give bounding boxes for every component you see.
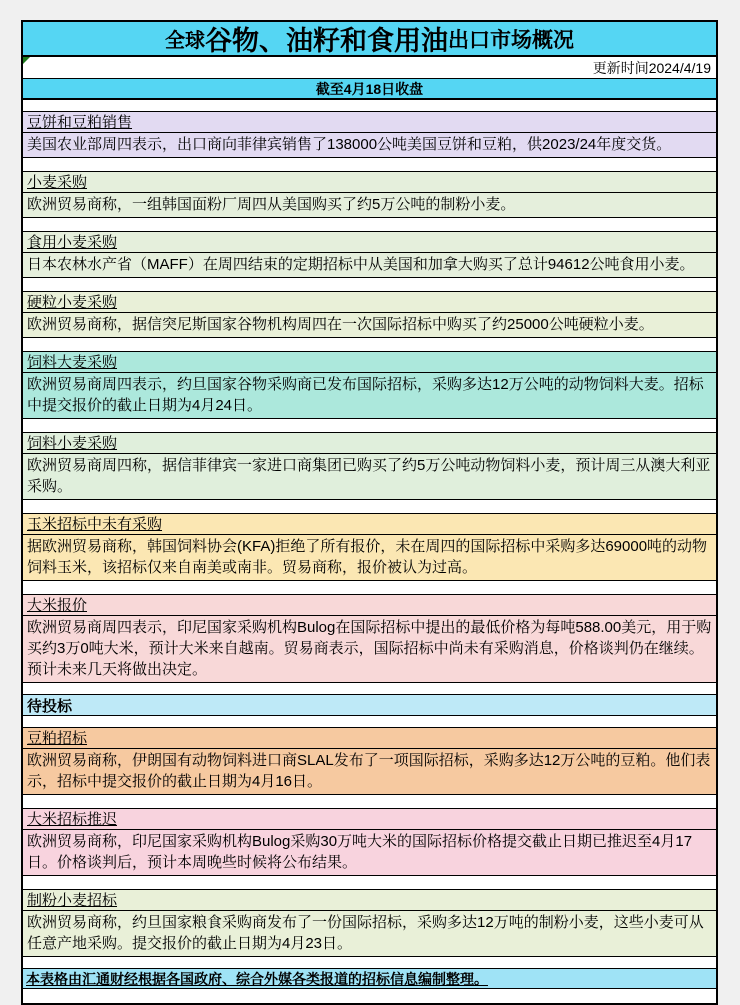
section bbox=[23, 351, 716, 419]
section-title: 豆饼和豆粕销售 bbox=[23, 112, 716, 133]
section-title: 制粉小麦招标 bbox=[23, 890, 716, 911]
section bbox=[23, 594, 716, 683]
section bbox=[23, 231, 716, 278]
spreadsheet-table bbox=[21, 20, 718, 1005]
section bbox=[23, 513, 716, 581]
section bbox=[23, 291, 716, 338]
section-title: 食用小麦采购 bbox=[23, 232, 716, 253]
page-title bbox=[23, 22, 716, 57]
section bbox=[23, 111, 716, 158]
section-body: 日本农林水产省（MAFF）在周四结束的定期招标中从美国和加拿大购买了总计94612公吨食用小麦。 bbox=[27, 256, 695, 273]
as-of-label: 截至4月18日收盘 bbox=[315, 80, 424, 97]
reports-list bbox=[23, 111, 716, 683]
section-body: 欧洲贸易商称，约旦国家粮食采购商发布了一份国际招标，采购多达12万吨的制粉小麦，这些小麦可从任意产地采购。提交报价的截止日期为4月23日。 bbox=[27, 914, 704, 952]
section-body: 欧洲贸易商称，一组韩国面粉厂周四从美国购买了约5万公吨的制粉小麦。 bbox=[27, 196, 516, 213]
section-body: 欧洲贸易商周四表示，约旦国家谷物采购商已发布国际招标，采购多达12万公吨的动物饲料大麦。招标中提交报价的截止日期为4月24日。 bbox=[27, 376, 704, 414]
section-title: 饲料大麦采购 bbox=[23, 352, 716, 373]
page-title-prefix: 全球 bbox=[165, 30, 205, 52]
page-title-suffix: 出口市场概况 bbox=[448, 28, 574, 52]
empty-row bbox=[23, 989, 716, 1003]
section-body: 欧洲贸易商周四称，据信菲律宾一家进口商集团已购买了约5万公吨动物饲料小麦，预计周三从澳大利亚采购。 bbox=[27, 457, 711, 495]
pending-tenders-divider bbox=[23, 694, 716, 716]
section-body: 欧洲贸易商称，据信突尼斯国家谷物机构周四在一次国际招标中购买了约25000公吨硬粒小麦。 bbox=[27, 316, 654, 333]
section bbox=[23, 889, 716, 957]
update-time-row bbox=[23, 57, 716, 79]
section-title: 豆粕招标 bbox=[23, 728, 716, 749]
page-title-main: 谷物、油籽和食用油 bbox=[205, 26, 448, 56]
section-title: 小麦采购 bbox=[23, 172, 716, 193]
section-body: 据欧洲贸易商称，韩国饲料协会(KFA)拒绝了所有报价，未在周四的国际招标中采购多达69000吨的动物饲料玉米，该招标仅来自南美或南非。贸易商称，报价被认为过高。 bbox=[27, 538, 708, 576]
section-body: 欧洲贸易商周四表示，印尼国家采购机构Bulog在国际招标中提出的最低价格为每吨588.00美元，用于购买约3万0吨大米，预计大米来自越南。贸易商表示，国际招标中尚未有采购消息，价格谈判仍在继续。预计未来几天将做出决定。 bbox=[27, 619, 712, 678]
section bbox=[23, 808, 716, 876]
section-body: 欧洲贸易商称，伊朗国有动物饲料进口商SLAL发布了一项国际招标，采购多达12万公吨的豆粕。他们表示，招标中提交报价的截止日期为4月16日。 bbox=[27, 752, 711, 790]
section-body: 欧洲贸易商称，印尼国家采购机构Bulog采购30万吨大米的国际招标价格提交截止日期已推迟至4月17日。价格谈判后，预计本周晚些时候将公布结果。 bbox=[27, 833, 693, 871]
tenders-list bbox=[23, 727, 716, 957]
cell-flag-icon bbox=[23, 57, 30, 64]
section-title: 饲料小麦采购 bbox=[23, 433, 716, 454]
section-title: 大米招标推迟 bbox=[23, 809, 716, 830]
section bbox=[23, 171, 716, 218]
section bbox=[23, 727, 716, 795]
footer-note-label: 本表格由汇通财经根据各国政府、综合外媒各类报道的招标信息编制整理。 bbox=[26, 970, 488, 987]
footer-note-row bbox=[23, 968, 716, 989]
update-time-label: 更新时间2024/4/19 bbox=[592, 59, 711, 76]
section bbox=[23, 432, 716, 500]
section-body: 美国农业部周四表示，出口商向菲律宾销售了138000公吨美国豆饼和豆粕，供2023/24年度交货。 bbox=[27, 136, 672, 153]
pending-tenders-label: 待投标 bbox=[27, 697, 73, 715]
as-of-row bbox=[23, 79, 716, 100]
section-title: 硬粒小麦采购 bbox=[23, 292, 716, 313]
section-title: 玉米招标中未有采购 bbox=[23, 514, 716, 535]
section-title: 大米报价 bbox=[23, 595, 716, 616]
